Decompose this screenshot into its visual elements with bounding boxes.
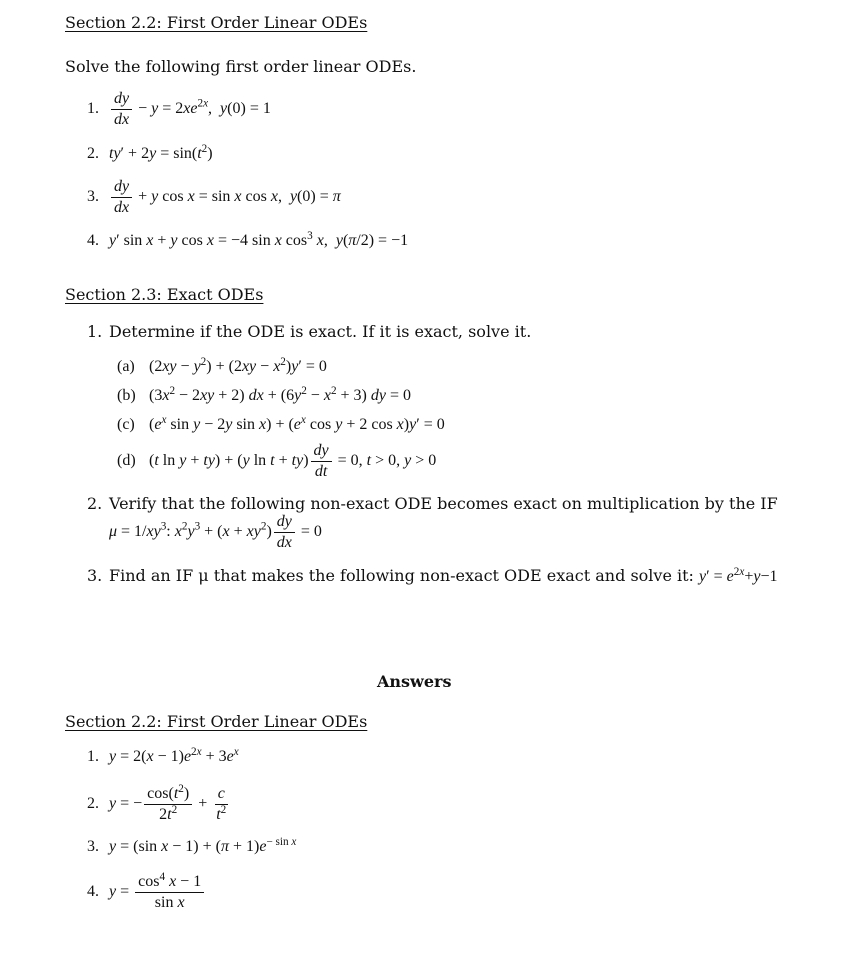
problem-label: 2. — [87, 145, 99, 162]
problem-2-2-2: 2. $ty' + 2y = \sin(t^2)$ — [87, 142, 213, 162]
section-2-3-title: Section 2.3: Exact ODEs — [65, 285, 264, 304]
problem-label: 3. — [87, 187, 99, 205]
part-label: (c) — [117, 416, 135, 433]
problem-2-2-1: 1. $\frac{dy}{dx}$ − $y = 2xe^{2x}$, y(0) = 1 — [87, 90, 271, 128]
answer-label: 2. — [87, 794, 99, 812]
problem-label: 4. — [87, 232, 99, 249]
question-text: Find an IF μ that makes the following non-exact ODE exact and solve it: — [109, 566, 694, 585]
exact-q1 — [87, 322, 531, 341]
problem-2-2-3: 3. $\frac{dy}{dx}$ + y cos x = sin x cos x, y(0) = π — [87, 178, 341, 216]
answer-label: 1. — [87, 748, 99, 765]
question-label: 3. — [87, 566, 103, 585]
question-text: Determine if the ODE is exact. If it is exact, solve it. — [109, 322, 532, 341]
problem-label: 1. — [87, 99, 99, 117]
exact-q3: 3. Find an IF μ that makes the following non-exact ODE exact and solve it: $y' = e^{2x}+y-1$ — [87, 565, 778, 585]
question-text: Verify that the following non-exact ODE becomes exact on multiplication by the IF — [109, 494, 778, 513]
problem-2-2-4: 4. y′ sin x + y cos x = −4 sin x $\cos^3 x$, y(π/2) = −1 — [87, 229, 409, 249]
part-label: (b) — [117, 387, 136, 404]
answer-label: 3. — [87, 838, 99, 855]
part-label: (a) — [117, 358, 135, 375]
exact-q2-formula: $\mu = 1/xy^3$: $x^2y^3 + (x + xy^2)$ $\frac{dy}{dx}$ = 0 — [109, 513, 322, 551]
answer-2: 2. y = − $\frac{\cos(t^2)}{2t^2}$ + $\frac{c}{t^2}$ — [87, 782, 227, 823]
exact-q1-part-d: (d) (t ln y + ty) + (y ln t + ty) $\frac{dy}{dt}$ = 0, t > 0, y > 0 — [117, 442, 437, 480]
answer-label: 4. — [87, 882, 99, 900]
part-label: (d) — [117, 451, 136, 469]
section-2-2-intro: Solve the following first order linear ODEs. — [65, 57, 417, 76]
answers-title: Answers — [377, 672, 452, 691]
answer-1: 1. $y = 2(x - 1)e^{2x} + 3e^x$ — [87, 745, 239, 765]
exact-q2 — [87, 494, 778, 513]
section-2-2-title: Section 2.2: First Order Linear ODEs — [65, 13, 368, 32]
exact-q1-part-c: (c) ($e^x$ sin y − 2y $\sin x) + (e^x$ cos y + 2 cos x)y′ = 0 — [117, 413, 445, 433]
question-label: 1. — [87, 322, 103, 341]
answer-3: 3. y = (sin $x - 1) + (\pi + 1)e^{- sin x}$ — [87, 835, 297, 855]
exact-q1-part-a: (a) $(2xy - y^2) + (2xy - x^2)y' = 0$ — [117, 355, 327, 375]
exact-q1-part-b: (b) $(3x^2 - 2xy + 2)$ dx + $(6y^2 - x^2 + 3)$ dy = 0 — [117, 384, 412, 404]
question-label: 2. — [87, 494, 103, 513]
answers-section-title: Section 2.2: First Order Linear ODEs — [65, 712, 368, 731]
answer-4: 4. y = $\frac{\cos^4 x - 1}{\text{sin x}}$ — [87, 873, 206, 911]
